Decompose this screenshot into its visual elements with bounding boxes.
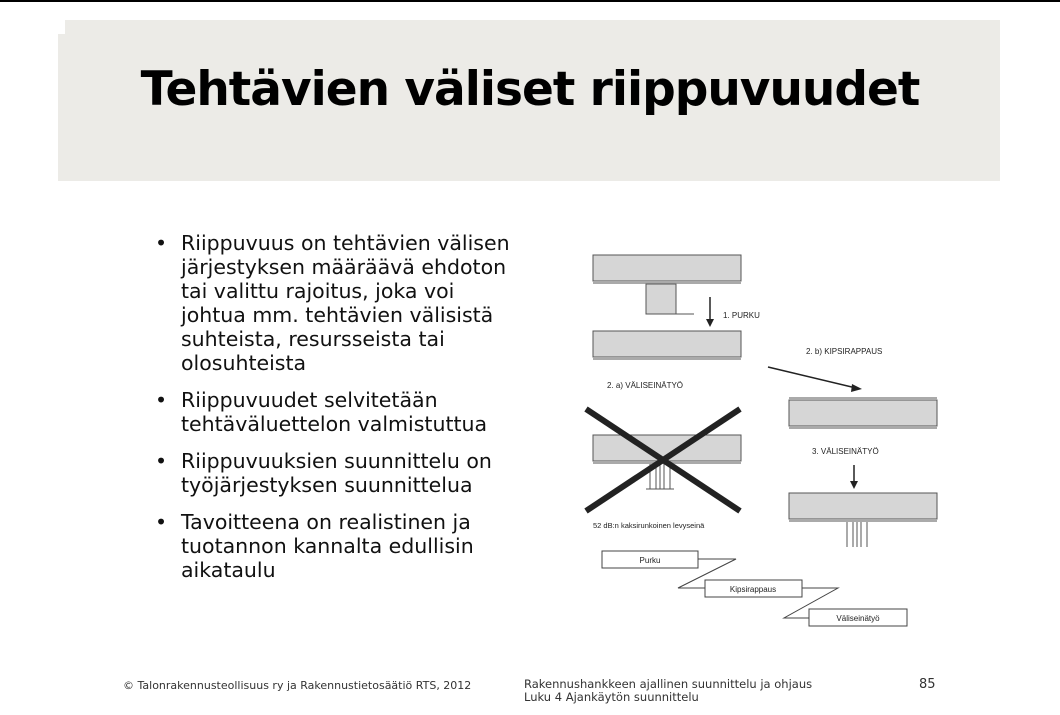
bullet-text: Tavoitteena on realistinen ja tuotannon kannalta edullisin aikataulu (181, 510, 474, 582)
bullet-item (155, 510, 515, 582)
box-valiseina-label: Väliseinätyö (836, 614, 880, 623)
arrow-valiseina-3 (850, 465, 858, 489)
bullet-dot: • (155, 449, 168, 473)
bullet-dot: • (155, 510, 168, 534)
bullet-dot: • (155, 231, 168, 255)
bullet-item (155, 388, 515, 436)
schedule-sequence (602, 551, 907, 626)
top-rule (0, 0, 1060, 2)
slide-title: Tehtävien väliset riippuvuudet (140, 62, 920, 117)
label-valiseina-3: 3. VÄLISEINÄTYÖ (812, 447, 879, 456)
bullet-text: Riippuvuuksien suunnittelu on työjärjestyksen suunnittelua (181, 449, 492, 497)
box-purku-label: Purku (639, 556, 661, 565)
stage-purku-after (593, 331, 741, 360)
footer-course (524, 678, 812, 704)
footer-course-line1: Rakennushankkeen ajallinen suunnittelu ja ohjaus (524, 677, 813, 691)
bullet-text: Riippuvuus on tehtävien välisen järjestyksen määräävä ehdoton tai valittu rajoitus, joka voi johtua mm. tehtävien välisistä suhteista, resursseista tai olosuhteista (181, 231, 510, 375)
stage-purku-before (593, 255, 741, 314)
label-purku-step: 1. PURKU (723, 311, 760, 320)
footer-copyright: © Talonrakennusteollisuus ry ja Rakennustietosäätiö RTS, 2012 (123, 679, 472, 692)
box-kipsirappaus-label: Kipsirappaus (729, 585, 777, 594)
arrow-kipsirappaus (768, 367, 862, 392)
label-valiseina-a: 2. a) VÄLISEINÄTYÖ (607, 381, 684, 390)
bullet-text: Riippuvuudet selvitetään tehtäväluettelon valmistuttua (181, 388, 488, 436)
bullet-list (155, 231, 515, 595)
footer-course-line2: Luku 4 Ajankäytön suunnittelu (524, 690, 699, 704)
title-band-notch (58, 20, 65, 34)
bullet-dot: • (155, 388, 168, 412)
page-number: 85 (919, 677, 936, 692)
dependency-diagram (560, 245, 960, 630)
stage-kipsirappaus (789, 397, 937, 429)
bullet-item (155, 231, 515, 375)
stage-valiseina-3 (789, 493, 937, 547)
label-kipsirappaus-step: 2. b) KIPSIRAPPAUS (806, 347, 883, 356)
arrow-purku (706, 297, 714, 327)
label-wall-type: 52 dB:n kaksirunkoinen levyseinä (593, 521, 705, 530)
bullet-item (155, 449, 515, 497)
